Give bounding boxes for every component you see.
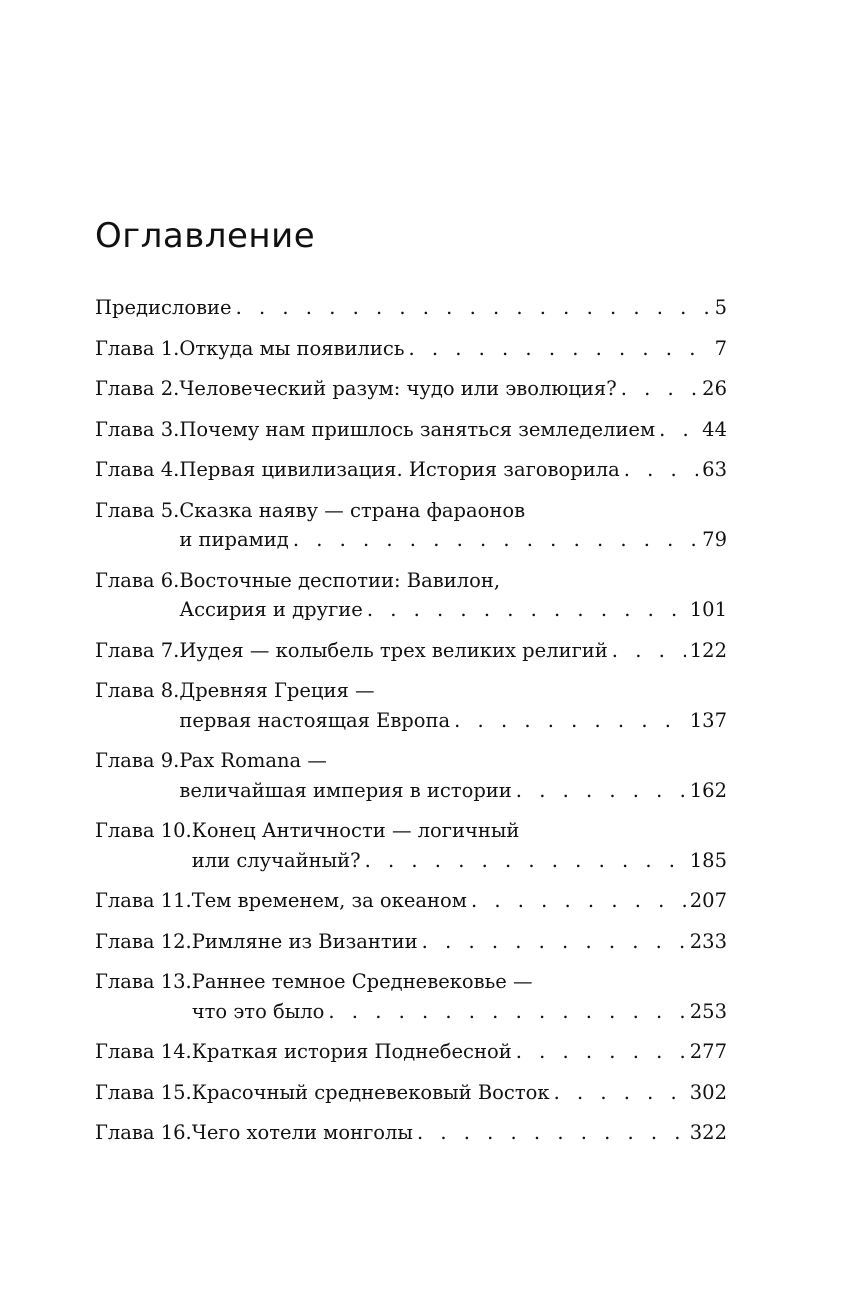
chapter-number: Глава 13.: [95, 970, 192, 993]
toc-entry[interactable]: [95, 1118, 727, 1148]
page-number: 63: [702, 458, 727, 481]
chapter-title: или случайный?: [191, 848, 361, 872]
chapter-number: Глава 2.: [95, 377, 180, 400]
dot-leader: [293, 525, 698, 555]
chapter-title: Древняя Греция —: [179, 679, 375, 702]
toc-entry[interactable]: [95, 1037, 727, 1067]
toc-entry[interactable]: [95, 967, 727, 1026]
chapter-number: Глава 1.: [95, 336, 180, 360]
page-number: 26: [702, 377, 727, 400]
toc-entry[interactable]: [95, 496, 727, 555]
dot-leader: [417, 1118, 686, 1148]
page-number: 302: [689, 1080, 727, 1104]
chapter-title: Чего хотели монголы: [191, 1121, 413, 1144]
dot-leader: [471, 886, 686, 916]
chapter-title: Иудея — колыбель трех великих религий: [179, 638, 608, 662]
toc-entry-line-last: [95, 706, 727, 736]
toc-entry-line-last: [95, 927, 727, 957]
chapter-title: Краткая история Поднебесной: [191, 1040, 512, 1063]
toc-entry-line-last: [95, 886, 727, 916]
toc-entry[interactable]: [95, 886, 727, 916]
dot-leader: [236, 293, 711, 323]
chapter-title: Человеческий разум: чудо или эволюция?: [179, 377, 617, 400]
page-number: 162: [689, 778, 727, 802]
dot-leader: [659, 415, 698, 445]
chapter-number: Глава 9.: [95, 749, 180, 772]
toc-entry-line-last: [95, 293, 727, 323]
toc-entry-line-last: [95, 374, 727, 404]
chapter-number: Глава 6.: [95, 568, 180, 592]
page-number: 101: [689, 598, 727, 621]
chapter-title: Тем временем, за океаном: [191, 889, 467, 912]
toc-entry-line-last: [95, 1037, 727, 1067]
toc-entry-line-last: [95, 846, 727, 876]
toc-entry-line-last: [95, 1078, 727, 1108]
chapter-number: Глава 16.: [95, 1121, 192, 1144]
chapter-title: и пирамид: [179, 528, 289, 551]
chapter-title: Красочный средневековый Восток: [191, 1080, 550, 1104]
toc-entry-line: [95, 746, 727, 776]
toc-entry-line-last: [95, 776, 727, 806]
dot-leader: [554, 1078, 686, 1108]
toc-entry[interactable]: [95, 566, 727, 625]
toc-entry[interactable]: [95, 374, 727, 404]
toc-entry[interactable]: [95, 927, 727, 957]
page-number: 185: [689, 848, 727, 872]
toc-entry-line: [95, 967, 727, 997]
chapter-title: Конец Античности — логичный: [191, 819, 520, 842]
toc-entry[interactable]: [95, 746, 727, 805]
page-number: 277: [689, 1040, 727, 1063]
chapter-title: что это было: [191, 999, 325, 1023]
toc-entry-line: [95, 566, 727, 596]
chapter-title: Pax Romana —: [179, 749, 327, 772]
chapter-number: Глава 10.: [95, 819, 192, 842]
chapter-number: Глава 12.: [95, 929, 192, 953]
toc-entry-line: [95, 496, 727, 526]
toc-entry-line: [95, 676, 727, 706]
toc-entry[interactable]: [95, 676, 727, 735]
page-number: 79: [702, 528, 727, 551]
page-number: 207: [689, 889, 727, 912]
page-number: 137: [689, 708, 727, 732]
page-title: Оглавление: [95, 216, 316, 256]
chapter-title: Римляне из Византии: [191, 929, 418, 953]
chapter-number: Глава 8.: [95, 679, 180, 702]
dot-leader: [408, 334, 710, 364]
toc-entry[interactable]: [95, 293, 727, 323]
chapter-number: Глава 3.: [95, 417, 180, 441]
toc-entry-line: [95, 816, 727, 846]
toc-entry-line-last: [95, 595, 727, 625]
toc-entry-line-last: [95, 415, 727, 445]
toc-entry-line-last: [95, 636, 727, 666]
toc-entry-line-last: [95, 1118, 727, 1148]
chapter-title: Восточные деспотии: Вавилон,: [179, 568, 501, 592]
dot-leader: [328, 997, 685, 1027]
chapter-title: Ассирия и другие: [179, 598, 363, 621]
dot-leader: [516, 1037, 686, 1067]
toc-entry-line-last: [95, 334, 727, 364]
chapter-number: Глава 5.: [95, 498, 180, 522]
page-number: 44: [702, 417, 727, 441]
dot-leader: [624, 455, 698, 485]
dot-leader: [612, 636, 686, 666]
toc-entry[interactable]: [95, 415, 727, 445]
page-number: 5: [714, 296, 727, 319]
toc-entry[interactable]: [95, 1078, 727, 1108]
chapter-title: первая настоящая Европа: [179, 708, 451, 732]
chapter-number: Глава 4.: [95, 458, 180, 481]
dot-leader: [516, 776, 686, 806]
dot-leader: [367, 595, 686, 625]
chapter-title: Сказка наяву — страна фараонов: [179, 498, 526, 522]
toc-entry-line-last: [95, 997, 727, 1027]
chapter-number: Глава 7.: [95, 638, 180, 662]
table-of-contents: [95, 293, 727, 1159]
chapter-number: Глава 15.: [95, 1080, 192, 1104]
chapter-title: Раннее темное Средневековье —: [191, 970, 533, 993]
dot-leader: [422, 927, 686, 957]
page-number: 7: [714, 336, 727, 360]
chapter-number: Глава 11.: [95, 889, 192, 912]
toc-entry[interactable]: [95, 334, 727, 364]
chapter-title: Откуда мы появились: [179, 336, 405, 360]
toc-entry[interactable]: [95, 455, 727, 485]
dot-leader: [365, 846, 686, 876]
page-number: 322: [689, 1121, 727, 1144]
dot-leader: [454, 706, 686, 736]
chapter-title: Первая цивилизация. История заговорила: [179, 458, 620, 481]
toc-entry-line-last: [95, 525, 727, 555]
chapter-title: величайшая империя в истории: [179, 778, 512, 802]
toc-entry[interactable]: [95, 636, 727, 666]
dot-leader: [621, 374, 698, 404]
chapter-number: Глава 14.: [95, 1040, 192, 1063]
toc-entry-line-last: [95, 455, 727, 485]
chapter-title: Почему нам пришлось заняться земледелием: [179, 417, 656, 441]
page-number: 253: [689, 999, 727, 1023]
chapter-title: Предисловие: [95, 296, 232, 319]
toc-entry[interactable]: [95, 816, 727, 875]
page-number: 233: [689, 929, 727, 953]
page-number: 122: [689, 638, 727, 662]
